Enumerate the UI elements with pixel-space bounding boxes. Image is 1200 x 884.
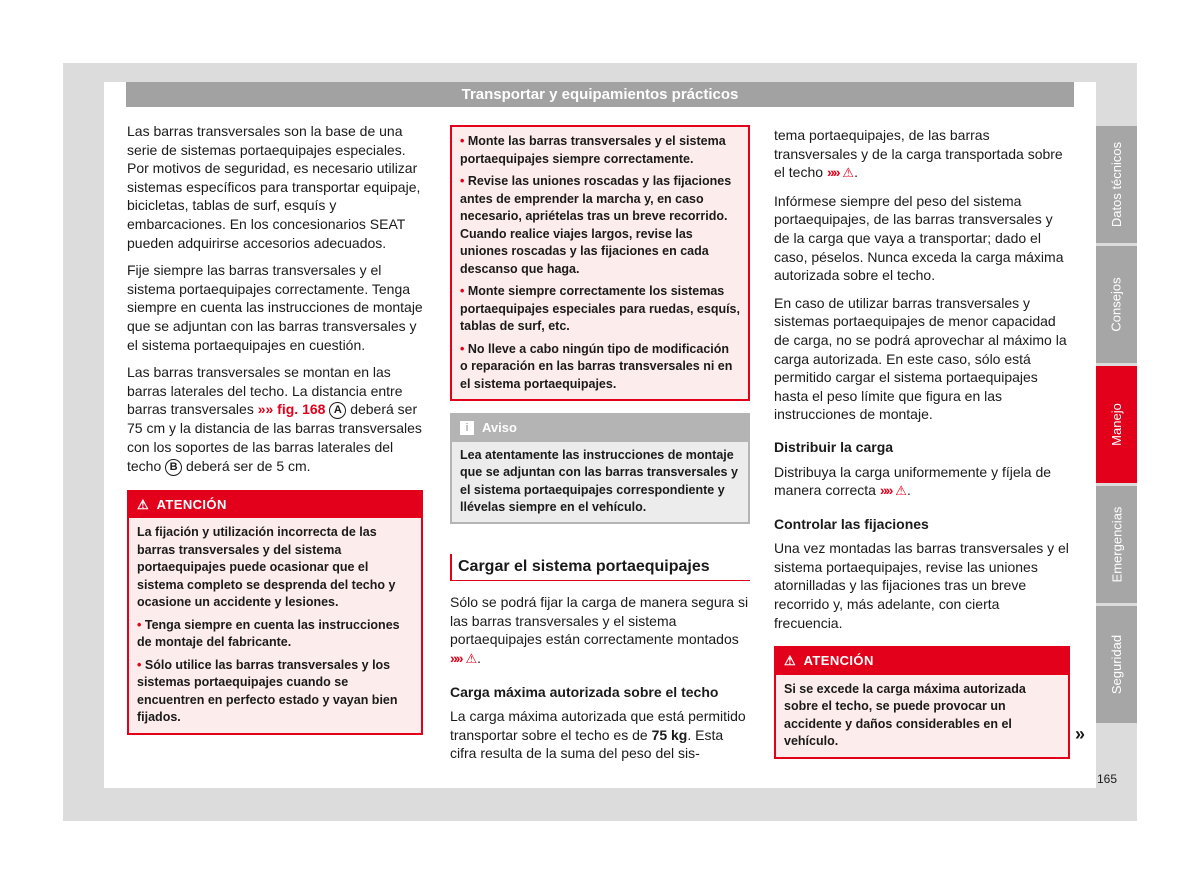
warning-bullet xyxy=(137,657,413,727)
text: Monte las barras transversales y el sistema portaequipajes siempre correctamente. xyxy=(460,134,726,166)
info-icon: i xyxy=(460,421,474,435)
tab-manejo[interactable] xyxy=(1096,366,1137,483)
paragraph: Las barras transversales son la base de una serie de sistemas portaequipajes especiales. Por motivos de seguridad, es necesario utilizar sistemas específicos para transportar equipaje, bicicletas, tablas de surf, esquís y embarcaciones. En los concesionarios SEAT pueden adquirirse accesorios adecuados. xyxy=(127,123,421,251)
warning-box xyxy=(127,490,423,735)
reference-arrow[interactable]: »» xyxy=(450,649,462,666)
tab-label: Emergencias xyxy=(1109,506,1124,583)
text: Monte siempre correctamente los sistemas portaequipajes especiales para ruedas, esquís, tablas de surf, etc. xyxy=(460,284,740,333)
tab-emergencias[interactable] xyxy=(1096,486,1137,603)
warning-header xyxy=(129,492,421,519)
warning-box xyxy=(774,646,1070,759)
bullet-icon: • xyxy=(460,341,465,356)
text: Las barras transversales se montan en las barras laterales del techo. La distancia entre barras transversales xyxy=(127,364,403,418)
paragraph: Fije siempre las barras transversales y el sistema portaequipajes correctamente. Tenga siempre en cuenta las instrucciones de montaje que se adjuntan con las barras transversales y el sistema portaequipajes en cuestión. xyxy=(127,262,423,353)
page-number: 165 xyxy=(1097,772,1118,786)
text: Revise las uniones roscadas y las fijaciones antes de emprender la marcha y, en caso necesario, apriételas tras un breve recorrido. Cuando realice viajes largos, revise las uniones roscadas y las fijaciones en cada descanso que haga. xyxy=(460,174,732,276)
warning-icon: ⚠ xyxy=(842,165,855,181)
warning-bullet xyxy=(460,283,740,336)
column-middle xyxy=(450,125,750,772)
note-title: Aviso xyxy=(482,420,517,435)
text: No lleve a cabo ningún tipo de modificación o reparación en las barras transversales ni en el sistema portaequipajes. xyxy=(460,341,733,391)
note-box xyxy=(450,413,750,524)
warning-bullet xyxy=(137,617,413,652)
paragraph: Infórmese siempre del peso del sistema portaequipajes, de las barras transversales y de la carga que vaya a transportar; dado el caso, péselos. Nunca exceda la carga máxima autorizada sobre el techo. xyxy=(774,192,1064,284)
side-tabs xyxy=(1096,126,1137,726)
paragraph: tema portaequipajes, de las barras transversales y de la carga transportada sobre el techo »» ⚠. xyxy=(774,127,1063,181)
note-header xyxy=(452,415,748,442)
text: Sólo utilice las barras transversales y los sistemas portaequipajes cuando se encuentren en perfecto estado y vayan bien fijados. xyxy=(137,657,398,725)
text: tema portaequipajes, de las barras transversales y de la carga transportada sobre el techo xyxy=(774,127,1063,181)
text: . Esta cifra resulta de la suma del peso del sis- xyxy=(450,726,724,762)
tab-label: Seguridad xyxy=(1109,634,1124,695)
marker-b: B xyxy=(165,459,182,476)
chapter-title: Transportar y equipamientos prácticos xyxy=(461,86,739,103)
warning-box-continued xyxy=(450,125,750,401)
bullet-icon: • xyxy=(460,134,465,148)
section-title: Cargar el sistema portaequipajes xyxy=(450,554,750,582)
text: Sólo se podrá fijar la carga de manera segura si las barras transversales y el sistema portaequipajes están correctamente montados xyxy=(450,594,749,648)
paragraph: En caso de utilizar barras transversales y sistemas portaequipajes de menor capacidad de carga, no se podrá aprovechar al máximo la carga autorizada. En este caso, sólo está permitido cargar el sistema portaequipajes hasta el peso límite que figura en las instrucciones de montaje. xyxy=(774,294,1067,423)
warning-title: ATENCIÓN xyxy=(803,653,874,669)
warning-text: La fijación y utilización incorrecta de las barras transversales y del sistema portaequipajes puede ocasionar que el sistema completo se desprenda del techo y ocasione un accidente y lesiones. xyxy=(137,525,396,610)
warning-title: ATENCIÓN xyxy=(156,496,227,512)
paragraph xyxy=(127,363,423,475)
warning-icon: ⚠ xyxy=(895,483,907,499)
warning-icon: ⚠ xyxy=(784,653,797,669)
warning-bullet xyxy=(460,173,740,278)
chapter-header xyxy=(126,82,1074,107)
tab-datos-tecnicos[interactable] xyxy=(1096,126,1137,243)
paragraph: Una vez montadas las barras transversales y el sistema portaequipajes, revise las uniones atornilladas y las fijaciones tras un breve recorrido y, más adelante, con cierta frecuencia. xyxy=(774,540,1069,631)
subheading: Controlar las fijaciones xyxy=(774,515,929,532)
bullet-icon: • xyxy=(137,617,142,632)
warning-bullet xyxy=(460,341,740,394)
paragraph: Sólo se podrá fijar la carga de manera segura si las barras transversales y el sistema portaequipajes están correctamente montados »» ⚠. xyxy=(450,594,749,666)
marker-a: A xyxy=(329,402,346,419)
paragraph xyxy=(450,707,750,763)
bullet-icon: • xyxy=(460,284,465,298)
text: Tenga siempre en cuenta las instrucciones de montaje del fabricante. xyxy=(137,617,400,650)
tab-label: Consejos xyxy=(1109,277,1125,332)
tab-seguridad[interactable] xyxy=(1096,606,1137,723)
bullet-icon: • xyxy=(460,174,465,188)
tab-label: Manejo xyxy=(1109,403,1125,446)
tab-consejos[interactable] xyxy=(1096,246,1137,363)
warning-body xyxy=(129,518,421,733)
warning-bullet xyxy=(460,133,740,168)
reference-arrow[interactable]: »» xyxy=(879,482,892,499)
note-text: Lea atentamente las instrucciones de montaje que se adjuntan con las barras transversales y el sistema portaequipajes correspondiente y llévelas siempre en el vehículo. xyxy=(460,447,738,515)
warning-icon: ⚠ xyxy=(465,650,478,666)
tab-label: Datos técnicos xyxy=(1109,141,1125,228)
text: deberá ser de 5 cm. xyxy=(186,457,311,474)
text: La carga máxima autorizada que está permitido transportar sobre el techo es de xyxy=(450,708,746,743)
text: deberá ser 75 cm y la distancia de las barras transversales con los soportes de las barras laterales del techo xyxy=(127,401,422,474)
warning-text: Si se excede la carga máxima autorizada sobre el techo, se puede provocar un accidente y daños considerables en el vehículo. xyxy=(784,681,1026,749)
subheading: Carga máxima autorizada sobre el techo xyxy=(450,683,719,700)
warning-header xyxy=(776,648,1068,675)
subheading: Distribuir la carga xyxy=(774,438,894,455)
warning-icon: ⚠ xyxy=(137,496,150,512)
bullet-icon: • xyxy=(137,657,142,672)
bold-value: 75 kg xyxy=(651,726,688,743)
paragraph: Distribuya la carga uniformemente y fíjela de manera correcta »» ⚠. xyxy=(774,463,1052,499)
reference-arrow[interactable]: »» xyxy=(826,164,839,181)
continue-arrow-icon: » xyxy=(1075,724,1086,744)
column-right xyxy=(774,126,1070,768)
figure-reference-link[interactable]: »» fig. 168 xyxy=(257,401,326,418)
warning-body xyxy=(452,127,748,399)
column-left xyxy=(127,122,423,744)
text: Distribuya la carga uniformemente y fíjela de manera correcta xyxy=(774,463,1052,499)
